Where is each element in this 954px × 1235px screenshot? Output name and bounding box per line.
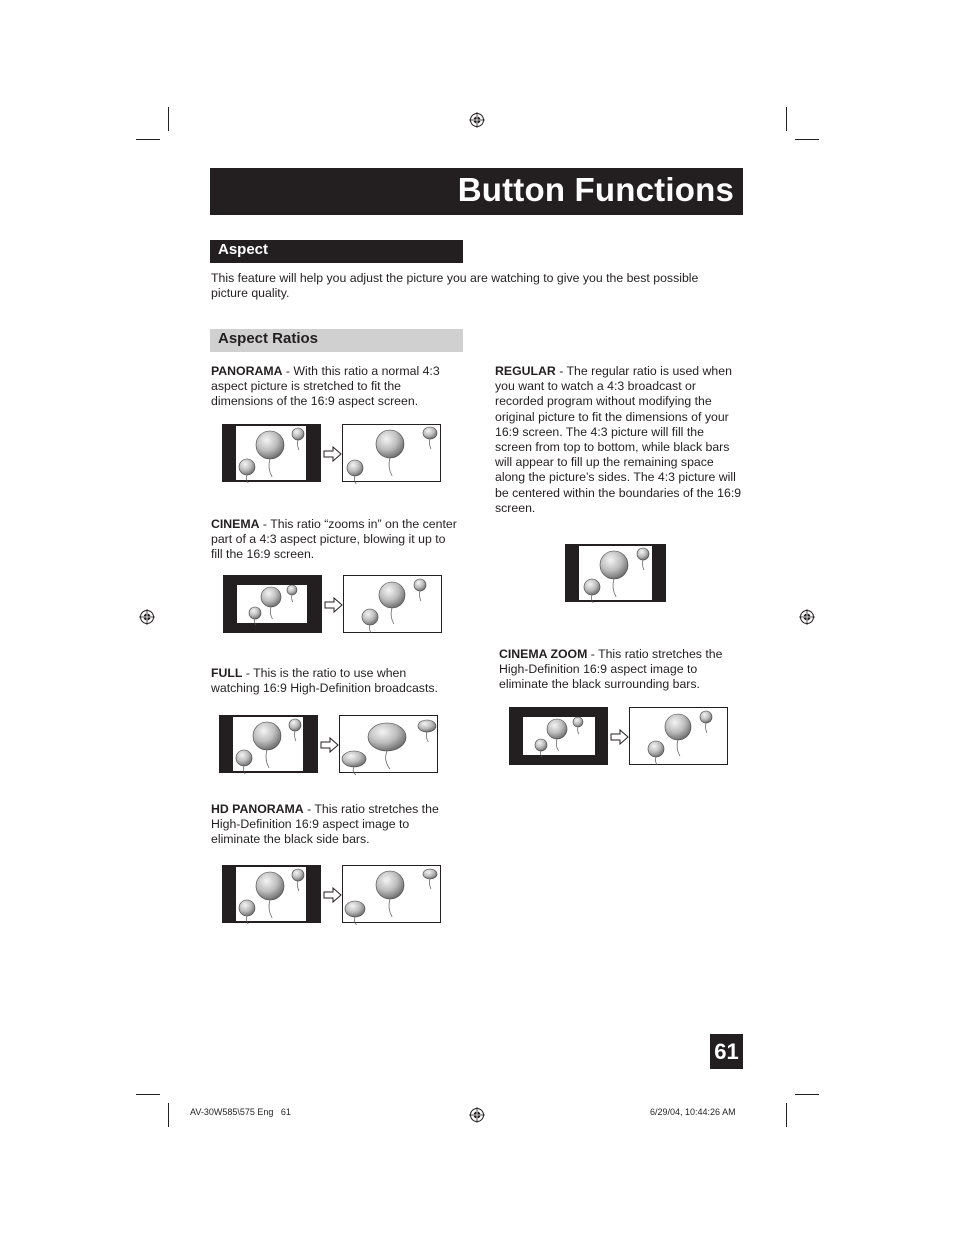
term-text: - The regular ratio is used when you want to watch a 4:3 broadcast or recorded program without modifying the original picture to fit the dimensions of your 16:9 screen. The 4:3 picture will fill the screen from top to bottom, while black bars will appear to fill up the remaining space along the picture’s sides. The 4:3 picture will be centered within the boundaries of the 16:9 screen.	[495, 364, 742, 515]
crop-mark	[168, 107, 169, 131]
arrow-right-icon	[325, 598, 342, 612]
arrow-right-icon	[321, 738, 338, 752]
cinema-zoom-description	[499, 647, 731, 693]
arrow-right-icon	[324, 888, 341, 902]
hd-panorama-illustration	[222, 865, 442, 925]
full-description	[211, 666, 456, 696]
hd-panorama-description	[211, 802, 443, 848]
registration-mark-icon	[469, 1107, 485, 1123]
aspect-intro: This feature will help you adjust the picture you are watching to give you the best possible picture quality.	[211, 271, 699, 301]
crop-mark	[795, 139, 819, 140]
term-label: PANORAMA	[211, 364, 283, 378]
crop-mark	[795, 1094, 819, 1095]
footer-file-info: AV-30W585\575 Eng 61	[190, 1107, 291, 1117]
page-title-bar	[210, 168, 743, 215]
term-label: FULL	[211, 666, 243, 680]
footer-timestamp: 6/29/04, 10:44:26 AM	[650, 1107, 736, 1117]
crop-mark	[786, 1103, 787, 1127]
term-label: REGULAR	[495, 364, 556, 378]
term-text: - With this ratio a normal 4:3 aspect picture is stretched to fit the dimensions of the 16:9 aspect screen.	[211, 364, 440, 409]
cinema-zoom-illustration	[509, 707, 729, 767]
term-text: - This ratio stretches the High-Definition 16:9 aspect image to eliminate the black side bars.	[211, 802, 439, 847]
registration-mark-icon	[799, 609, 815, 625]
section-heading-label: Aspect Ratios	[218, 330, 319, 347]
crop-mark	[136, 139, 160, 140]
crop-mark	[786, 107, 787, 131]
arrow-right-icon	[611, 730, 628, 744]
section-heading-label: Aspect	[218, 241, 269, 258]
panorama-illustration	[222, 424, 442, 484]
term-text: - This ratio stretches the High-Definition 16:9 aspect image to eliminate the black surrounding bars.	[499, 647, 723, 692]
section-heading-aspect-ratios	[210, 329, 463, 352]
arrow-right-icon	[324, 447, 341, 461]
page-title: Button Functions	[457, 171, 734, 208]
crop-mark	[136, 1094, 160, 1095]
page-number: 61	[710, 1034, 743, 1069]
regular-illustration	[565, 544, 666, 602]
term-text: - This ratio “zooms in” on the center part of a 4:3 aspect picture, blowing it up to fill the 16:9 screen.	[211, 517, 457, 562]
regular-description	[495, 364, 743, 516]
section-heading-aspect	[210, 240, 463, 263]
crop-mark	[168, 1103, 169, 1127]
term-text: - This is the ratio to use when watching 16:9 High-Definition broadcasts.	[211, 666, 438, 696]
term-label: CINEMA ZOOM	[499, 647, 588, 661]
full-illustration	[219, 715, 440, 775]
term-label: CINEMA	[211, 517, 260, 531]
cinema-illustration	[223, 575, 443, 635]
panorama-description	[211, 364, 443, 410]
registration-mark-icon	[139, 609, 155, 625]
registration-mark-icon	[469, 112, 485, 128]
term-label: HD PANORAMA	[211, 802, 304, 816]
cinema-description	[211, 517, 459, 563]
